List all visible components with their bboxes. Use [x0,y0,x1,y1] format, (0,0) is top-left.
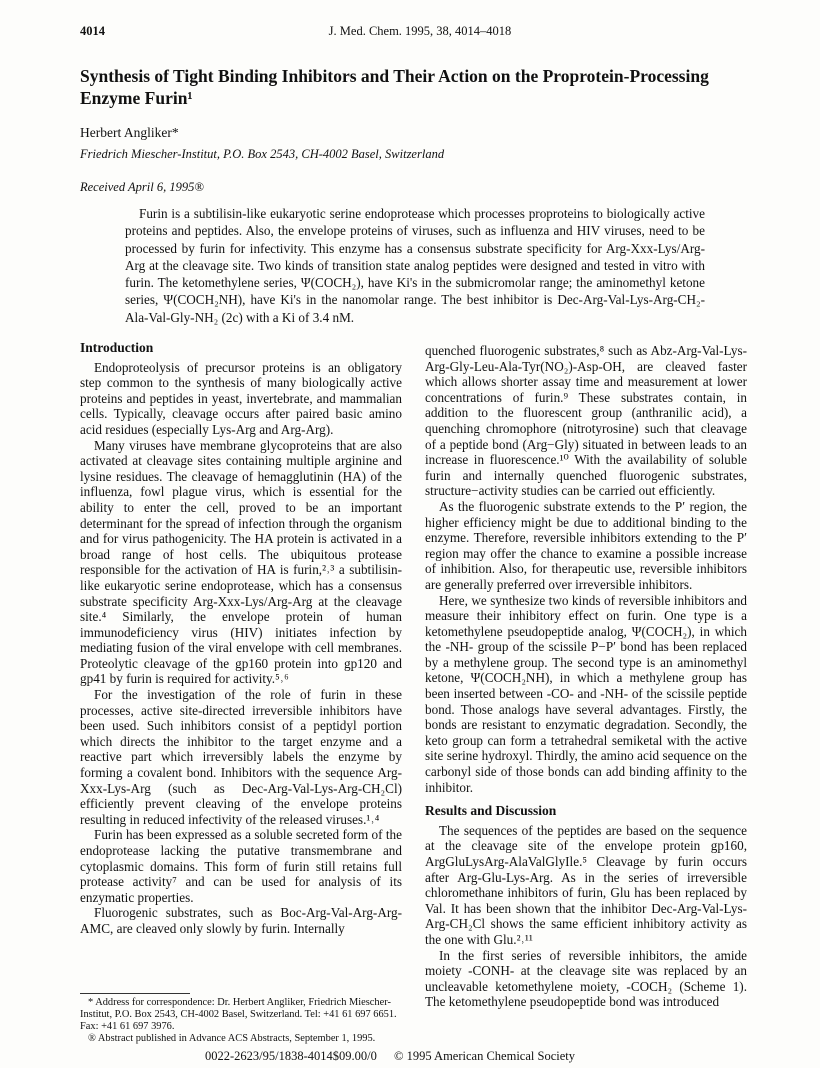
introduction-heading: Introduction [80,340,154,355]
article-title: Synthesis of Tight Binding Inhibitors and Their Action on the Proprotein-Processing Enzyme Furin¹ [80,66,709,108]
paragraph: Many viruses have membrane glycoproteins that are also activated at cleavage sites containing multiple arginine and lysine residues. The cleavage of hemagglutinin (HA) of the influenza, fowl plague virus, which is essential for the ability to enter the cell, proved to be an important determinant for the spread of infection through the organism and for virus pathogenicity. The HA protein is activated in a broad range of host cells. The ubiquitous protease responsible for the activation of HA is furin,²˒³ a subtilisin-like eukaryotic serine endoprotease, which has a consensus substrate specificity Arg-Xxx-Lys/Arg-Arg at the cleavage site.⁴ Similarly, the envelope protein of human immunodeficiency virus (HIV) initiates infection by mediating fusion of the viral envelope with cell membranes. Proteolytic cleavage of the gp160 protein into gp120 and gp41 by furin is required for activity.⁵˒⁶ [80,437,402,687]
footnote-divider [80,993,190,994]
journal-citation: J. Med. Chem. 1995, 38, 4014–4018 [328,24,512,38]
paragraph: Endoproteolysis of precursor proteins is an obligatory step common to the synthesis of many biologically active proteins and peptides in yeast, invertebrate, and mammalian cells. Typically, cleavage occurs after paired basic amino acid residues (especially Lys-Arg and Arg-Arg). [80,359,402,437]
article-code: 0022-2623/95/1838-4014$09.00/0 [205,1049,377,1063]
paragraph: Furin has been expressed as a soluble secreted form of the endoprotease lacking the putative transmembrane and cytoplasmic domains. This form of furin still retains full protease activity⁷ and can be used for analysis of its enzymatic properties. [80,827,402,905]
results-heading: Results and Discussion [425,803,557,819]
affiliation: Friedrich Miescher-Institut, P.O. Box 2543, CH-4002 Basel, Switzerland [80,147,445,161]
page-number: 4014 [80,24,105,38]
footnote: ® Abstract published in Advance ACS Abstracts, September 1, 1995. [88,1033,376,1044]
paragraph: For the investigation of the role of furin in these processes, active site-directed irreversible inhibitors have been used. Such inhibitors consist of a peptidyl portion which directs the inhibitor to the target enzyme and a reactive part which irreversibly labels the enzyme by forming a covalent bond. Inhibitors with the sequence Arg-Xxx-Lys-Arg (such as Dec-Arg-Val-Lys-Arg-CH₂Cl) efficiently prevent cleaving of the envelope proteins resulting in reduced infectivity of the released viruses.¹˒⁴ [80,687,402,827]
received-date: Received April 6, 1995® [80,180,204,194]
author: Herbert Angliker* [80,125,179,140]
abstract: Furin is a subtilisin-like eukaryotic serine endoprotease which processes proproteins to biologically active proteins and peptides. Also, the envelope proteins of viruses, such as influenza and HIV viruses, need to be processed by furin for infectivity. This enzyme has a consensus substrate specificity for Arg-Xxx-Lys/Arg-Arg at the cleavage site. Two kinds of transition state analog peptides were designed and tested in vitro with furin. The ketomethylene series, Ψ(COCH₂), have Ki's in the submicromolar range; the aminomethyl ketone series, Ψ(COCH₂NH), have Ki's in the nanomolar range. The best inhibitor is Dec-Arg-Val-Lys-Arg-CH₂-Ala-Val-Gly-NH₂ (2c) with a Ki of 3.4 nM. [125,206,705,325]
footnotes [80,997,402,1045]
paragraph: As the fluorogenic substrate extends to the P′ region, the higher efficiency might be due to additional binding to the enzyme. Therefore, reversible inhibitors extending to the P′ region may offer the chance to examine a possible increase of inhibition. Also, for therapeutic use, reversible inhibitors are generally preferred over irreversible inhibitors. [425,498,747,592]
paragraph: quenched fluorogenic substrates,⁸ such as Abz-Arg-Val-Lys-Arg-Gly-Leu-Ala-Tyr(NO₂)-Asp-OH, are cleaved faster which allows shorter assay time and measurement at lower concentrations of furin.⁹ These substrates contain, in addition to the fluorescent group (anthranilic acid), a quenching chromophore (nitrotyrosine) such that cleavage of a peptide bond (Arg−Gly) situated in between leads to an increase in fluorescence.¹⁰ With the availability of soluble furin and internally quenched fluorogenic substrates, structure−activity studies can be carried out efficiently. [425,343,747,499]
copyright: © 1995 American Chemical Society [394,1049,575,1063]
paragraph: In the first series of reversible inhibitors, the amide moiety -CONH- at the cleavage site was replaced by an uncleavable ketomethylene moiety, -COCH₂ (Scheme 1). The ketomethylene pseudopeptide bond was introduced [425,947,747,1010]
right-column [425,343,747,1010]
paragraph: Here, we synthesize two kinds of reversible inhibitors and measure their inhibitory effect on furin. One type is a ketomethylene pseudopeptide analog, Ψ(COCH₂), in which the -NH- group of the scissile P−P′ bond has been replaced by a methylene group. The second type is an aminomethyl ketone, Ψ(COCH₂NH), in which a methylene group has been inserted between -CO- and -NH- of the scissile peptide bond. Those analogs have several advantages. Firstly, the bonds are resistant to enzymatic degradation. Secondly, the keto group can form a tetrahedral semiketal with the active site serine hydroxyl. Thirdly, the amino acid sequence on the carbonyl side of those bonds can add binding affinity to the inhibitor. [425,592,747,795]
paragraph: Fluorogenic substrates, such as Boc-Arg-Val-Arg-Arg-AMC, are cleaved only slowly by furin. Internally [80,905,402,936]
page-footer [170,1049,610,1064]
running-header [80,24,760,40]
paragraph: The sequences of the peptides are based on the sequence at the cleavage site of the envelope protein gp160, ArgGluLysArg-AlaValGlyIle.⁵ Cleavage by furin occurs after Arg-Glu-Lys-Arg. As in the series of irreversible chloromethane inhibitors of furin, Glu has been replaced by Val. It has been shown that the inhibitor Dec-Arg-Val-Lys-Arg-CH₂Cl shows the same efficient inhibitory activity as the one with Glu.²˒¹¹ [425,822,747,947]
footnote: * Address for correspondence: Dr. Herbert Angliker, Friedrich Miescher-Institut, P.O. Box 2543, CH-4002 Basel, Switzerland. Tel: +41 61 697 6651. Fax: +41 61 697 3976. [80,997,397,1032]
left-column [80,340,402,937]
